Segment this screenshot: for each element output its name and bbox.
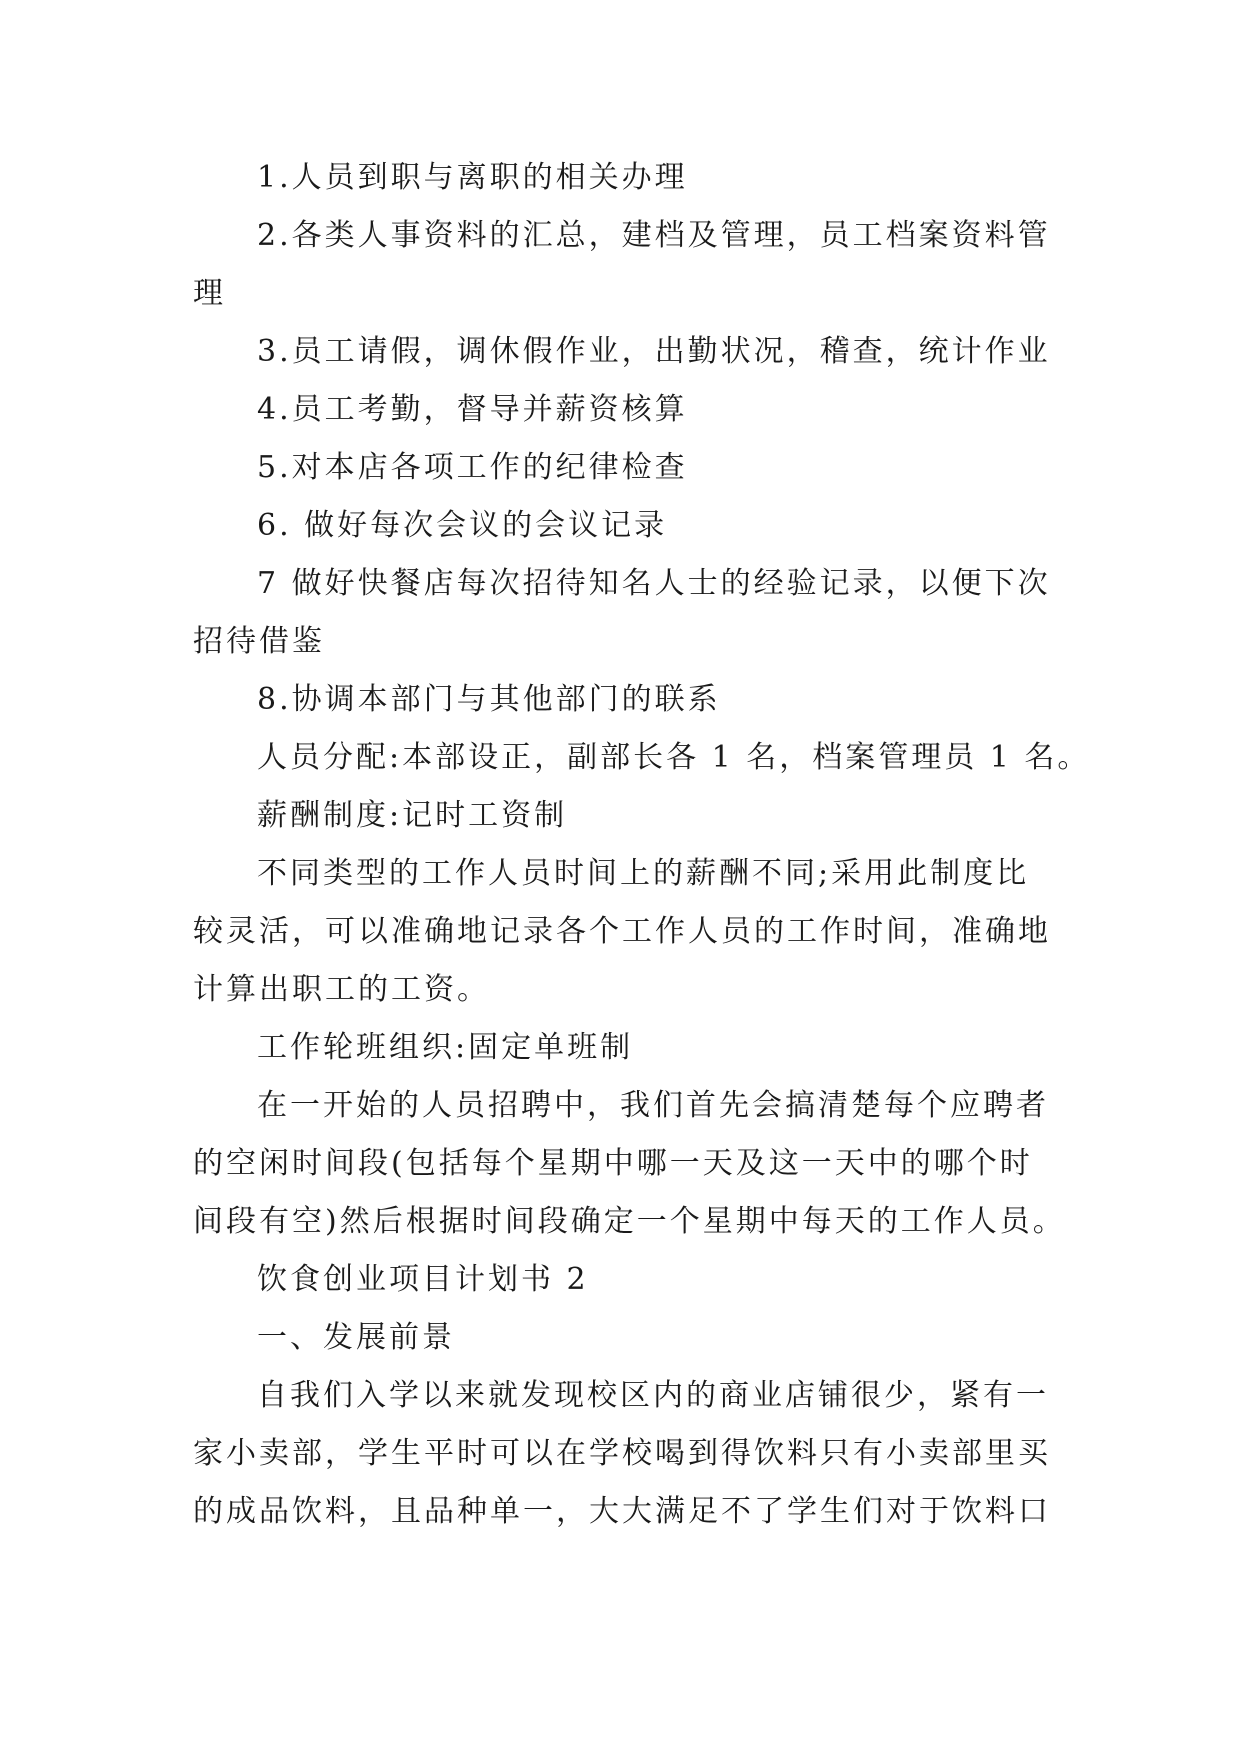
salary-paragraph-line-3: 计算出职工的工资。 <box>193 972 490 1007</box>
salary-paragraph-line-1: 不同类型的工作人员时间上的薪酬不同;采用此制度比 <box>257 856 1030 891</box>
list-item-4: 4.员工考勤，督导并薪资核算 <box>257 392 688 427</box>
prospect-paragraph-line-3: 的成品饮料，且品种单一，大大满足不了学生们对于饮料口 <box>193 1494 1051 1529</box>
shift-organization-heading: 工作轮班组织:固定单班制 <box>257 1030 634 1065</box>
section-title: 饮食创业项目计划书 2 <box>257 1262 589 1297</box>
development-prospect-heading: 一、发展前景 <box>257 1320 455 1355</box>
list-item-1: 1.人员到职与离职的相关办理 <box>257 160 688 195</box>
list-item-7: 7 做好快餐店每次招待知名人士的经验记录，以便下次 <box>257 566 1051 601</box>
salary-paragraph-line-2: 较灵活，可以准确地记录各个工作人员的工作时间，准确地 <box>193 914 1051 949</box>
salary-system-heading: 薪酬制度:记时工资制 <box>257 798 568 833</box>
prospect-paragraph-line-1: 自我们入学以来就发现校区内的商业店铺很少，紧有一 <box>257 1378 1049 1413</box>
list-item-3: 3.员工请假，调休假作业，出勤状况，稽查，统计作业 <box>257 334 1051 369</box>
prospect-paragraph-line-2: 家小卖部，学生平时可以在学校喝到得饮料只有小卖部里买 <box>193 1436 1051 1471</box>
list-item-7-continuation: 招待借鉴 <box>193 624 325 659</box>
list-item-2: 2.各类人事资料的汇总，建档及管理，员工档案资料管 <box>257 218 1051 253</box>
recruitment-paragraph-line-3: 间段有空)然后根据时间段确定一个星期中每天的工作人员。 <box>193 1204 1066 1239</box>
list-item-2-continuation: 理 <box>193 276 226 311</box>
list-item-8: 8.协调本部门与其他部门的联系 <box>257 682 721 717</box>
recruitment-paragraph-line-2: 的空闲时间段(包括每个星期中哪一天及这一天中的哪个时 <box>193 1146 1033 1181</box>
list-item-6: 6. 做好每次会议的会议记录 <box>257 508 668 543</box>
recruitment-paragraph-line-1: 在一开始的人员招聘中，我们首先会搞清楚每个应聘者 <box>257 1088 1049 1123</box>
staffing-paragraph: 人员分配:本部设正，副部长各 1 名，档案管理员 1 名。 <box>257 740 1091 775</box>
list-item-5: 5.对本店各项工作的纪律检查 <box>257 450 688 485</box>
